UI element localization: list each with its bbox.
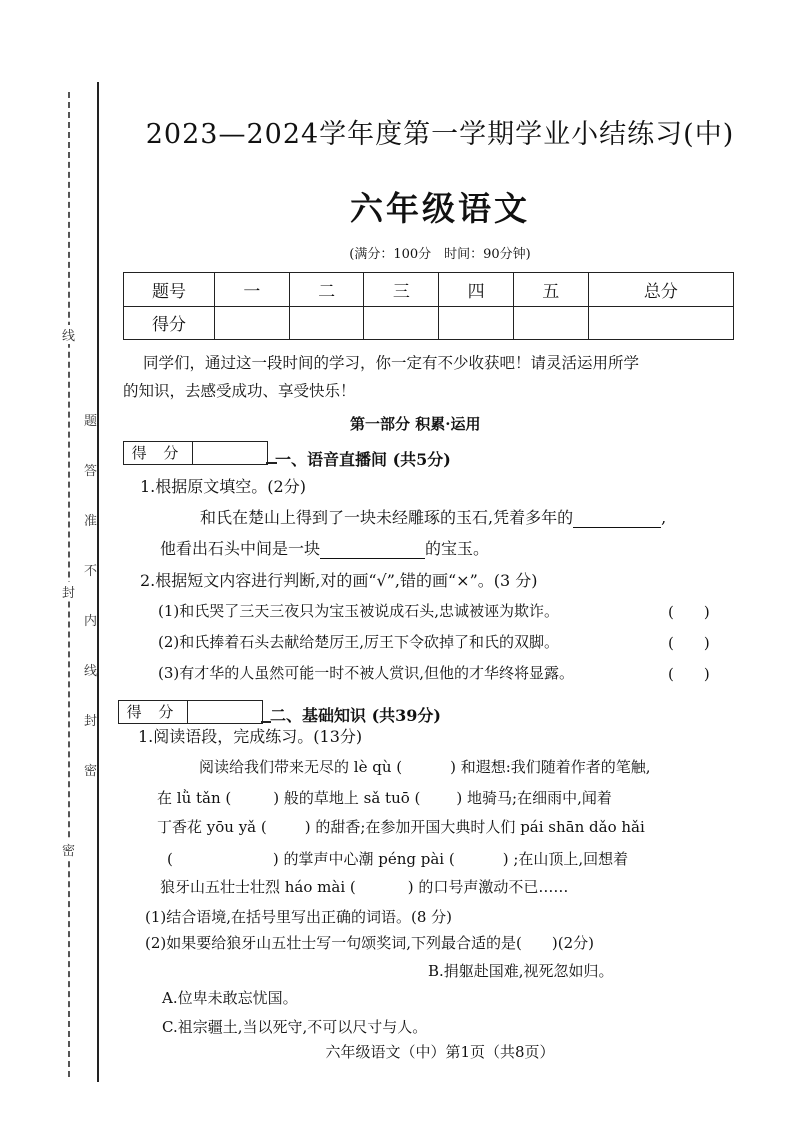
score-cell[interactable] (588, 306, 733, 340)
passage-text: 狼牙山五壮士壮烈 háo mài ( (160, 878, 356, 896)
answer-paren[interactable]: ( ) (668, 603, 710, 621)
exam-meta: (满分：100分 时间：90分钟) (349, 247, 531, 262)
binding-char: 内 (84, 614, 98, 629)
score-box-blank[interactable] (193, 442, 267, 464)
fill-text: 他看出石头中间是一块 (160, 539, 321, 558)
score-cell[interactable] (513, 306, 588, 340)
score-table-header: 五 (513, 273, 588, 307)
score-table-header: 四 (439, 273, 514, 307)
binding-char-left: 密 (62, 840, 75, 859)
score-cell[interactable] (364, 306, 439, 340)
intro-line: 同学们，通过这一段时间的学习，你一定有不少收获吧！请灵活运用所学 (143, 354, 640, 372)
binding-char: 题 (84, 414, 98, 429)
option-c: C.祖宗疆土,当以死守,不可以尺寸与人。 (162, 1018, 428, 1036)
score-table-header: 二 (289, 273, 364, 307)
option-a: A.位卑未敢忘忧国。 (162, 989, 298, 1007)
binding-char: 线 (84, 664, 98, 679)
answer-paren[interactable]: ( ) (668, 665, 710, 683)
sub-question: (1)结合语境,在括号里写出正确的词语。(8 分) (145, 908, 453, 926)
judge-item: (1)和氏哭了三天三夜只为宝玉被说成石头,忠诚被诬为欺诈。 (158, 602, 560, 620)
score-cell[interactable] (215, 306, 290, 340)
page-footer: 六年级语文（中）第1页（共8页） (325, 1043, 555, 1061)
passage-text: ) 般的草地上 sǎ tuō ( (273, 789, 421, 807)
binding-char: 不 (84, 564, 98, 579)
section-score-box (118, 700, 263, 724)
fill-line-2 (160, 539, 489, 559)
binding-char: 准 (84, 514, 98, 529)
intro-line: 的知识，去感受成功、享受快乐！ (123, 382, 356, 400)
passage-text: ) ;在山顶上,回想着 (502, 850, 629, 868)
binding-line (97, 82, 99, 1082)
passage-text: ) 的甜香;在参加开国大典时人们 pái shān dǎo hǎi (304, 818, 645, 836)
fill-blank[interactable] (573, 511, 661, 528)
binding-char-left: 封 (62, 582, 75, 601)
sub-question: (2)如果要给狼牙山五壮士写一句颂奖词,下列最合适的是( )(2分) (145, 934, 594, 952)
score-table (123, 272, 734, 340)
binding-char-left: 线 (62, 325, 75, 344)
passage-text: ) 地骑马;在细雨中,闻着 (456, 789, 612, 807)
answer-paren[interactable]: ( ) (668, 634, 710, 652)
fill-text: 和氏在楚山上得到了一块未经雕琢的玉石,凭着多年的 (200, 508, 574, 527)
passage-line (157, 817, 645, 837)
score-row-label: 得分 (124, 306, 215, 340)
binding-char: 密 (84, 764, 98, 779)
binding-char: 答 (84, 464, 98, 479)
score-box-label: 得 分 (119, 701, 188, 723)
passage-line (199, 757, 651, 777)
fill-text: 的宝玉。 (425, 539, 490, 558)
passage-line (160, 877, 568, 897)
passage-text: 在 lǜ tǎn ( (157, 789, 232, 807)
passage-text: 阅读给我们带来无尽的 lè qù ( (199, 758, 403, 776)
score-box-label: 得 分 (124, 442, 193, 464)
fill-text: , (661, 508, 667, 527)
section-score-box (123, 441, 268, 465)
exam-title: 2023—2024学年度第一学期学业小结练习(中) (145, 119, 735, 150)
passage-text: ) 的掌声中心潮 péng pài ( (272, 850, 455, 868)
option-b: B.捐躯赴国难,视死忽如归。 (428, 962, 614, 980)
subject-title: 六年级语文 (350, 189, 530, 228)
score-table-header: 三 (364, 273, 439, 307)
passage-text: ( (167, 850, 173, 868)
question-2: 2.根据短文内容进行判断,对的画“√”,错的画“×”。(3 分) (140, 571, 538, 590)
section-title: 二、基础知识 (共39分) (270, 706, 441, 725)
judge-item: (2)和氏捧着石头去献给楚厉王,厉王下令砍掉了和氏的双脚。 (158, 633, 560, 651)
section-title: 一、语音直播间 (共5分) (275, 450, 451, 469)
score-table-header: 总分 (588, 273, 733, 307)
score-cell[interactable] (289, 306, 364, 340)
passage-line (167, 849, 628, 869)
score-cell[interactable] (439, 306, 514, 340)
fill-blank[interactable] (320, 542, 425, 559)
passage-text: ) 的口号声激动不已…… (407, 878, 569, 896)
question-1: 1.阅读语段，完成练习。(13分) (138, 727, 363, 746)
score-table-header: 题号 (124, 273, 215, 307)
passage-text: 丁香花 yōu yǎ ( (157, 818, 267, 836)
part-title: 第一部分 积累·运用 (350, 415, 481, 433)
binding-char: 封 (84, 714, 98, 729)
passage-line (157, 788, 612, 808)
score-table-header: 一 (215, 273, 290, 307)
fill-line-1 (200, 508, 720, 528)
passage-text: ) 和遐想:我们随着作者的笔触, (450, 758, 651, 776)
judge-item: (3)有才华的人虽然可能一时不被人赏识,但他的才华终将显露。 (158, 664, 575, 682)
question-1: 1.根据原文填空。(2分) (140, 477, 306, 496)
score-box-blank[interactable] (188, 701, 262, 723)
